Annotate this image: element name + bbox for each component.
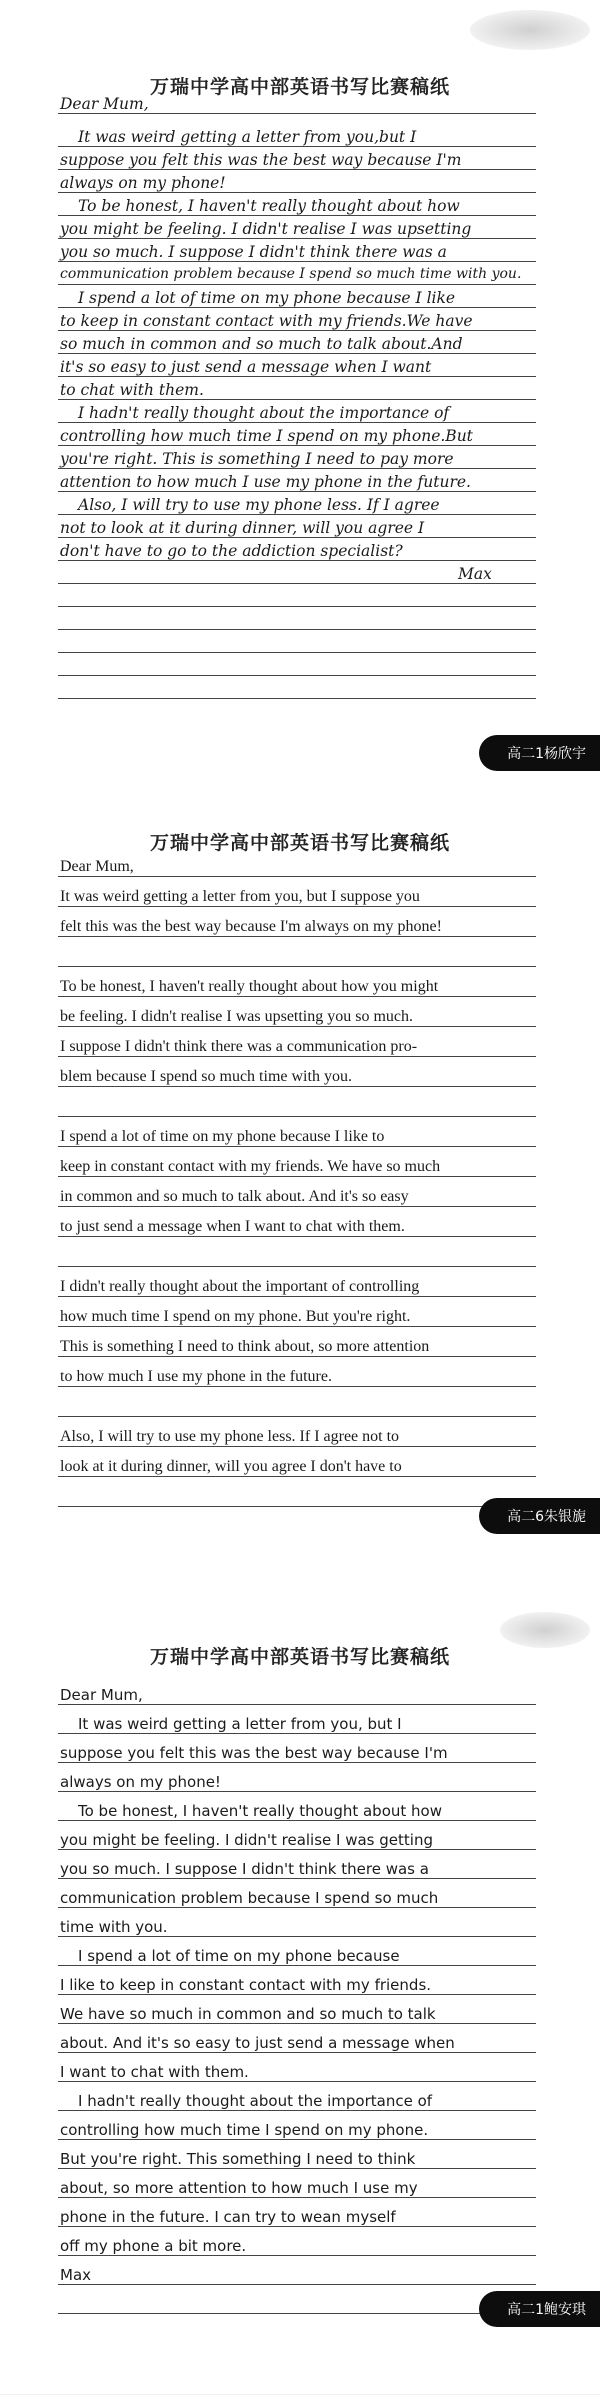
ruled-line (58, 1266, 536, 1267)
signature: Max (458, 565, 492, 583)
ruled-line (58, 1086, 536, 1087)
text-line: It was weird getting a letter from you,but I (78, 128, 417, 146)
essay-sheet-1 (0, 0, 600, 799)
ruled-line (58, 1146, 536, 1147)
text-line: in common and so much to talk about. And it's so easy (60, 1188, 409, 1205)
ruled-line (58, 876, 536, 877)
text-line: always on my phone! (60, 1773, 221, 1791)
text-line: communication problem because I spend so much (60, 1889, 439, 1907)
signature: Max (60, 2266, 92, 2284)
text-line: I like to keep in constant contact with my friends. (60, 1976, 432, 1994)
text-line: to keep in constant contact with my friends.We have (60, 312, 473, 330)
ruled-line (58, 1994, 536, 1995)
text-line: you might be feeling. I didn't realise I was getting (60, 1831, 433, 1849)
ruled-line (58, 1476, 536, 1477)
ruled-line (58, 675, 536, 676)
text-line: blem because I spend so much time with you. (60, 1068, 352, 1085)
ruled-line (58, 996, 536, 997)
ruled-line (58, 966, 536, 967)
ruled-line (58, 1878, 536, 1879)
ruled-line (58, 491, 536, 492)
ruled-line (58, 238, 536, 239)
ruled-line (58, 2255, 536, 2256)
text-line: to chat with them. (60, 381, 204, 399)
text-line: controlling how much time I spend on my phone.But (60, 427, 473, 445)
ruled-line (58, 2081, 536, 2082)
text-line: to how much I use my phone in the future. (60, 1368, 332, 1385)
text-line: I spend a lot of time on my phone because (78, 1947, 400, 1965)
ruled-line (58, 629, 536, 630)
text-line: look at it during dinner, will you agree I don't have to (60, 1458, 402, 1475)
ruled-line (58, 1326, 536, 1327)
student-badge: 高二6朱银旎 (479, 1498, 600, 1534)
ruled-line (58, 1791, 536, 1792)
ruled-line (58, 606, 536, 607)
text-line: don't have to go to the addiction specialist? (60, 542, 403, 560)
ruled-line (58, 1416, 536, 1417)
ruled-line (58, 261, 536, 262)
salutation: Dear Mum, (60, 95, 149, 113)
text-line: about, so more attention to how much I use my (60, 2179, 418, 2197)
text-line: To be honest, I haven't really thought about how you might (60, 978, 439, 995)
sheet-title: 万瑞中学高中部英语书写比赛稿纸 (149, 76, 450, 98)
text-line: you might be feeling. I didn't realise I was upsetting (60, 220, 472, 238)
ruled-line (58, 1936, 536, 1937)
ruled-line (58, 1056, 536, 1057)
ruled-line (58, 169, 536, 170)
ruled-line (58, 2284, 536, 2285)
essay-sheet-2 (0, 798, 600, 1597)
ruled-line (58, 1965, 536, 1966)
ruled-line (58, 2110, 536, 2111)
student-badge: 高二1杨欣宇 (479, 735, 600, 771)
ruled-line (58, 1116, 536, 1117)
salutation: Dear Mum, (60, 858, 134, 875)
ruled-line (58, 652, 536, 653)
ruled-line (58, 2168, 536, 2169)
text-line: I suppose I didn't think there was a communication pro- (60, 1038, 418, 1055)
ruled-line (58, 1762, 536, 1763)
text-line: how much time I spend on my phone. But you're right. (60, 1308, 411, 1325)
ruled-line (58, 2313, 536, 2314)
sheet-title: 万瑞中学高中部英语书写比赛稿纸 (149, 832, 450, 854)
text-line: I hadn't really thought about the importance of (78, 2092, 433, 2110)
text-line: Also, I will try to use my phone less. If I agree not to (60, 1428, 400, 1445)
ruled-line (58, 353, 536, 354)
ruled-line (58, 215, 536, 216)
text-line: To be honest, I haven't really thought about how (78, 197, 460, 215)
ruled-line (58, 1386, 536, 1387)
ruled-line (58, 284, 536, 285)
ruled-line (58, 1296, 536, 1297)
salutation: Dear Mum, (60, 1686, 143, 1704)
ruled-line (58, 113, 536, 114)
text-line: always on my phone! (60, 174, 226, 192)
text-line: suppose you felt this was the best way because I'm (60, 1744, 448, 1762)
ruled-line (58, 936, 536, 937)
ruled-line (58, 1446, 536, 1447)
ruled-line (58, 1907, 536, 1908)
text-line: keep in constant contact with my friends. We have so much (60, 1158, 441, 1175)
ruled-line (58, 1236, 536, 1237)
text-line: suppose you felt this was the best way because I'm (60, 151, 462, 169)
ruled-line (58, 2226, 536, 2227)
text-line: so much in common and so much to talk about.And (60, 335, 463, 353)
ruled-line (58, 307, 536, 308)
ruled-line (58, 1026, 536, 1027)
ruled-line (58, 1206, 536, 1207)
text-line: I spend a lot of time on my phone because I like to (60, 1128, 385, 1145)
ruled-line (58, 514, 536, 515)
ruled-line (58, 468, 536, 469)
text-line: I want to chat with them. (60, 2063, 249, 2081)
ruled-line (58, 2052, 536, 2053)
text-line: to just send a message when I want to chat with them. (60, 1218, 405, 1235)
text-line: It was weird getting a letter from you, but I (78, 1715, 402, 1733)
ruled-line (58, 1176, 536, 1177)
ruled-line (58, 1704, 536, 1705)
ruled-line (58, 2023, 536, 2024)
text-line: Also, I will try to use my phone less. If I agree (78, 496, 440, 514)
text-line: about. And it's so easy to just send a message when (60, 2034, 455, 2052)
ruled-line (58, 330, 536, 331)
essay-sheet-3 (0, 1596, 600, 2395)
text-line: communication problem because I spend so much time with you. (60, 266, 522, 282)
ruled-line (58, 583, 536, 584)
text-line: I hadn't really thought about the importance of (78, 404, 450, 422)
ruled-line (58, 399, 536, 400)
ruled-line (58, 422, 536, 423)
text-line: time with you. (60, 1918, 168, 1936)
ruled-line (58, 1820, 536, 1821)
student-badge: 高二1鲍安琪 (479, 2291, 600, 2327)
ruled-line (58, 560, 536, 561)
ruled-line (58, 146, 536, 147)
ruled-line (58, 537, 536, 538)
ruled-line (58, 1356, 536, 1357)
sheet-title: 万瑞中学高中部英语书写比赛稿纸 (149, 1646, 450, 1668)
text-line: To be honest, I haven't really thought about how (78, 1802, 442, 1820)
ruled-line (58, 1733, 536, 1734)
paper-smudge (470, 10, 590, 50)
text-line: phone in the future. I can try to wean myself (60, 2208, 396, 2226)
text-line: off my phone a bit more. (60, 2237, 247, 2255)
ruled-line (58, 2197, 536, 2198)
text-line: attention to how much I use my phone in the future. (60, 473, 471, 491)
ruled-line (58, 1506, 536, 1507)
text-line: This is something I need to think about, so more attention (60, 1338, 430, 1355)
text-line: controlling how much time I spend on my phone. (60, 2121, 429, 2139)
text-line: you're right. This is something I need to pay more (60, 450, 454, 468)
ruled-line (58, 445, 536, 446)
text-line: I spend a lot of time on my phone because I like (78, 289, 456, 307)
text-line: not to look at it during dinner, will you agree I (60, 519, 425, 537)
text-line: you so much. I suppose I didn't think there was a (60, 243, 447, 261)
text-line: It was weird getting a letter from you, but I suppose you (60, 888, 420, 905)
ruled-line (58, 906, 536, 907)
ruled-line (58, 1849, 536, 1850)
ruled-line (58, 2139, 536, 2140)
ruled-line (58, 698, 536, 699)
text-line: I didn't really thought about the important of controlling (60, 1278, 420, 1295)
ruled-line (58, 192, 536, 193)
text-line: you so much. I suppose I didn't think there was a (60, 1860, 429, 1878)
text-line: We have so much in common and so much to talk (60, 2005, 436, 2023)
text-line: But you're right. This something I need to think (60, 2150, 416, 2168)
ruled-line (58, 376, 536, 377)
text-line: felt this was the best way because I'm always on my phone! (60, 918, 442, 935)
text-line: be feeling. I didn't realise I was upsetting you so much. (60, 1008, 414, 1025)
text-line: it's so easy to just send a message when I want (60, 358, 432, 376)
